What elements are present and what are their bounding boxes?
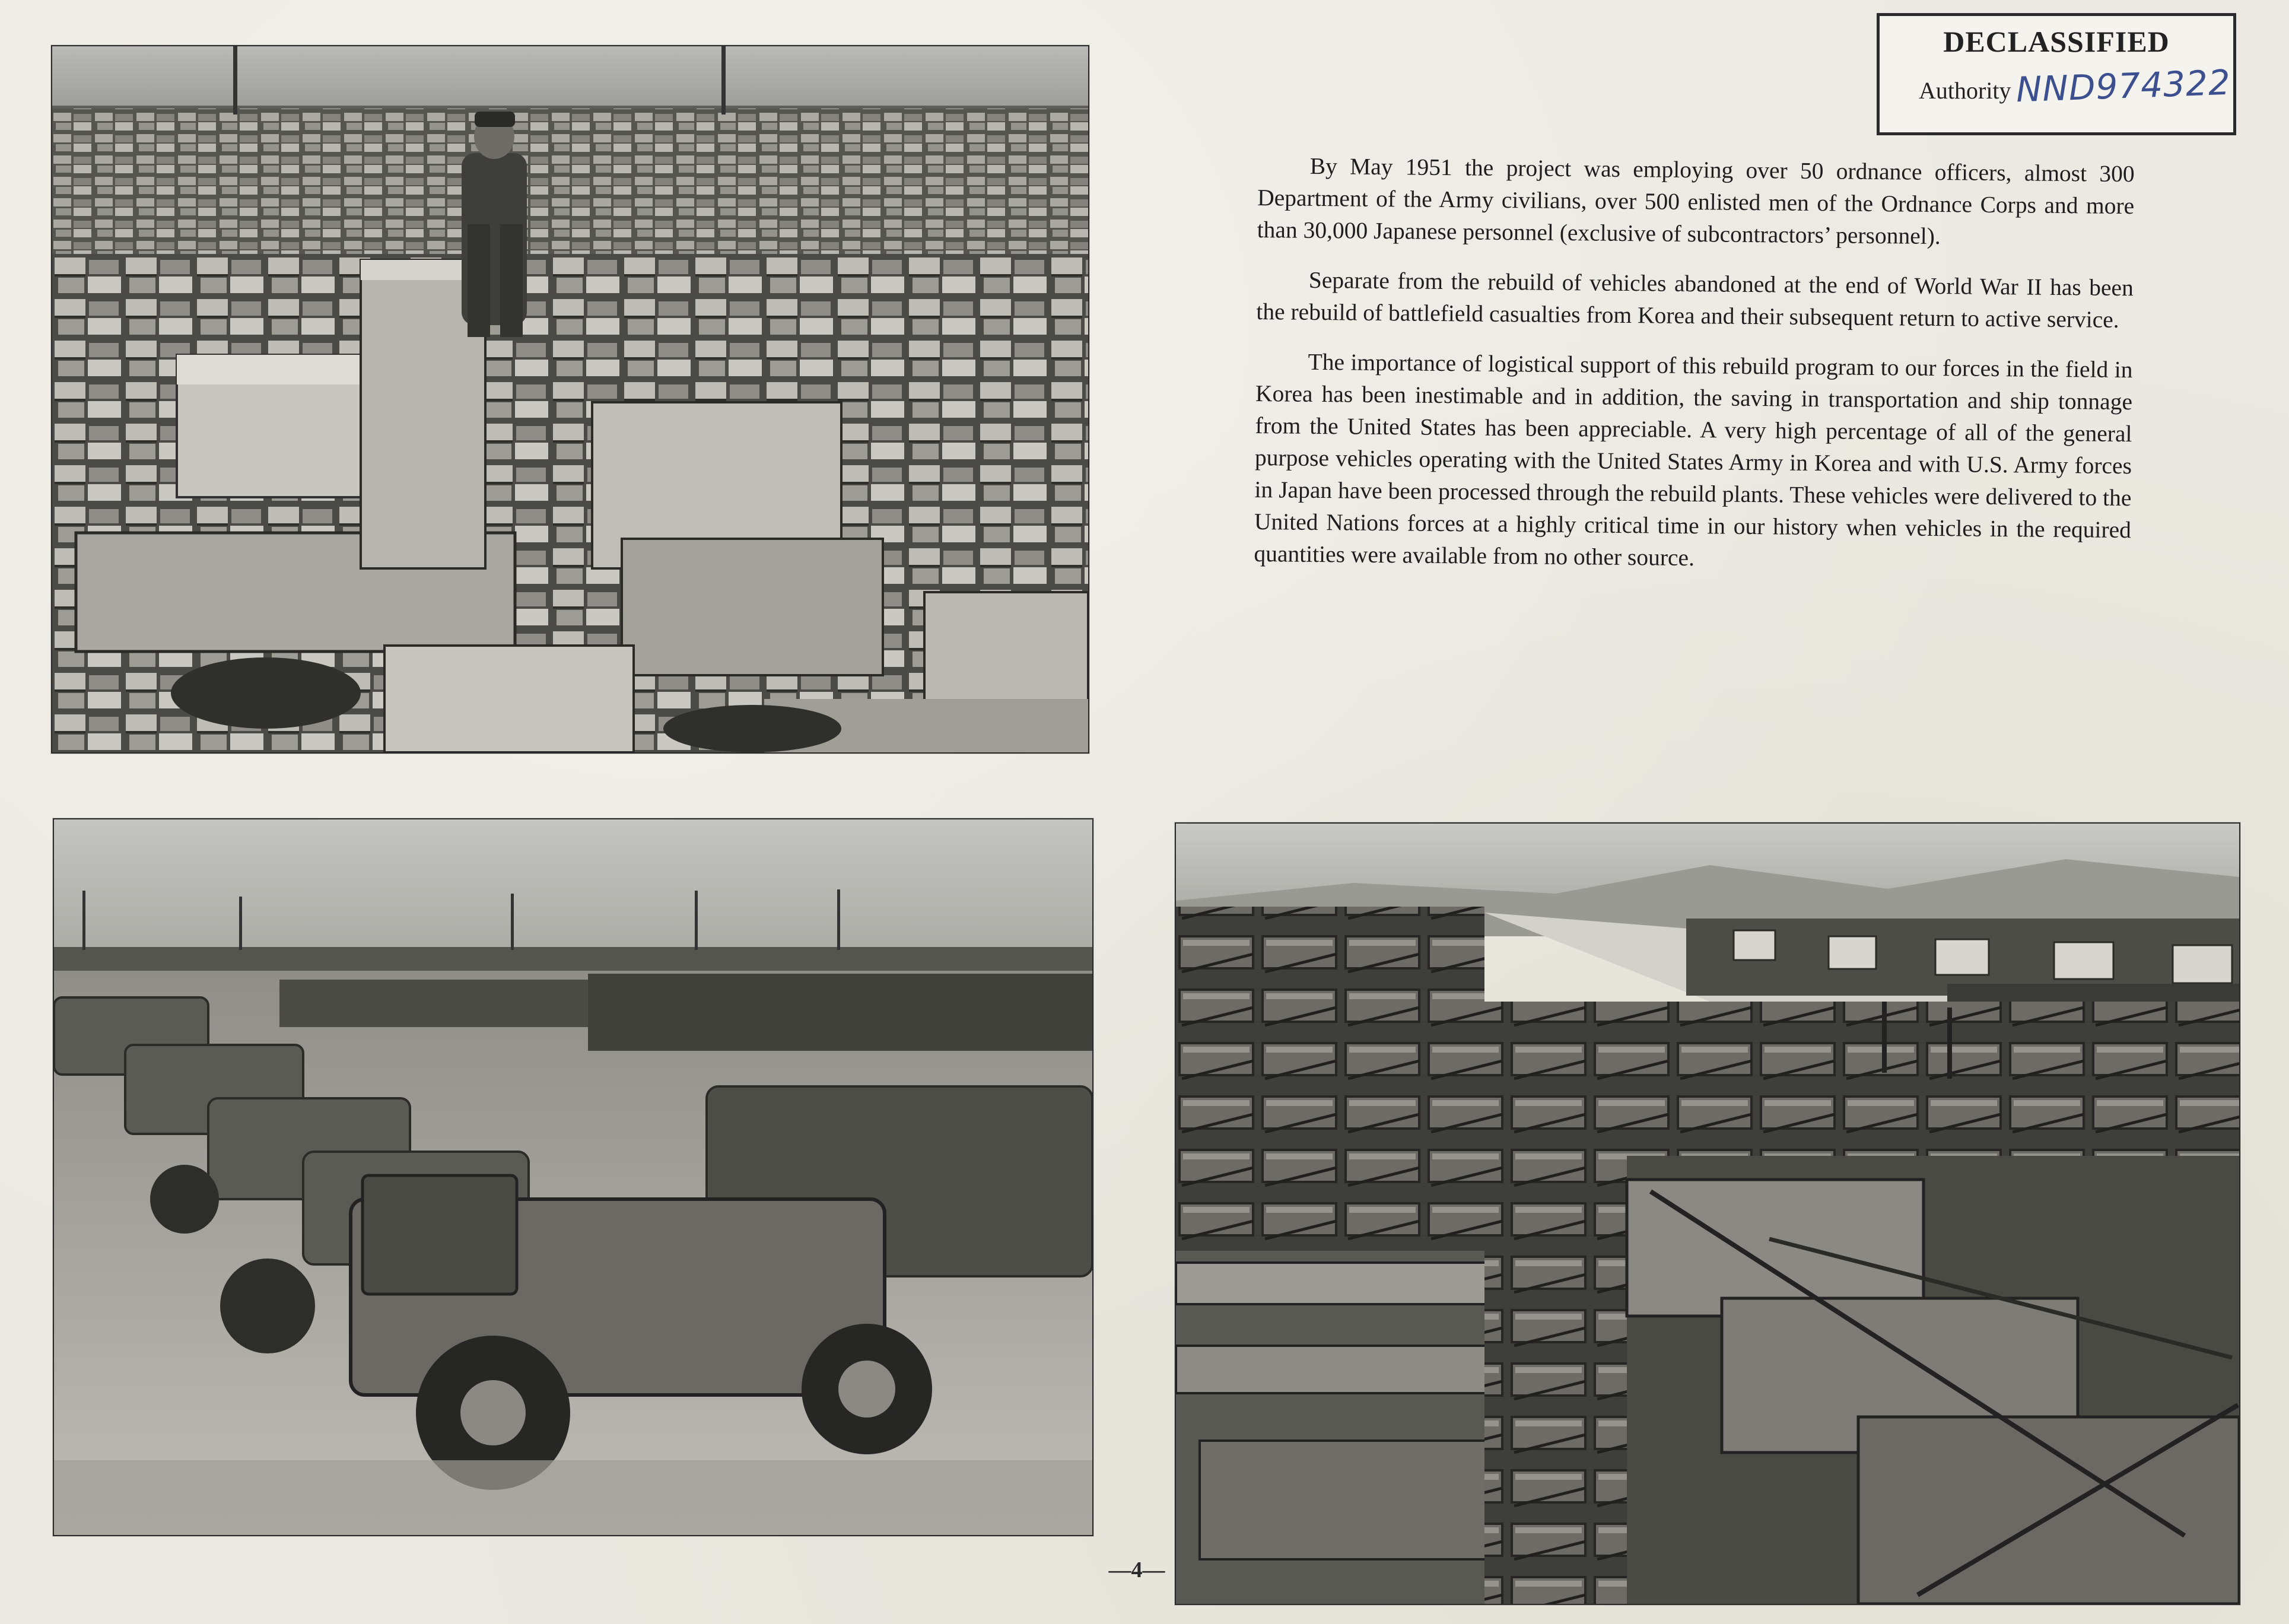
crate-yard-image [52, 46, 1088, 752]
body-text [1254, 150, 2135, 596]
photo-crate-yard [51, 45, 1089, 754]
page-number: —4— [1108, 1558, 1165, 1582]
paragraph-personnel: By May 1951 the project was employing over 50 ordnance officers, almost 300 Department of the Army civilians, over 500 enlisted men of the Ordnance Corps and more than 30,000 Japanese personnel (exclusive of subcontractors’ personnel). [1257, 152, 2135, 250]
paragraph-battlefield-rebuild: Separate from the rebuild of vehicles abandoned at the end of World War II has been the rebuild of battlefield casualties from Korea and their subsequent return to active service. [1256, 266, 2134, 333]
stamp-authority-number: NND974322 [2015, 62, 2231, 110]
stamp-authority-label: Authority [1919, 77, 2011, 104]
photo-trailer-yard [1175, 822, 2240, 1605]
jeep-yard-image [54, 819, 1092, 1535]
declassified-stamp [1877, 13, 2236, 135]
stamp-title: DECLASSIFIED [1943, 25, 2170, 58]
paragraph-logistical-support: The importance of logistical support of this rebuild program to our forces in the field in Korea has been inestimable and in addition, the saving in transportation and ship tonnage from the United States has been appreciable. A very high percentage of all of the general purpose vehicles operating with the United States Army in Korea and with U.S. Army forces in Japan have been processed through the rebuild plants. These vehicles were delivered to the United Nations forces at a highly critical time in our history when vehicles in the required quantities were available from no other source. [1254, 348, 2133, 571]
photo-jeep-yard [53, 818, 1093, 1536]
trailer-yard-image [1176, 824, 2239, 1604]
